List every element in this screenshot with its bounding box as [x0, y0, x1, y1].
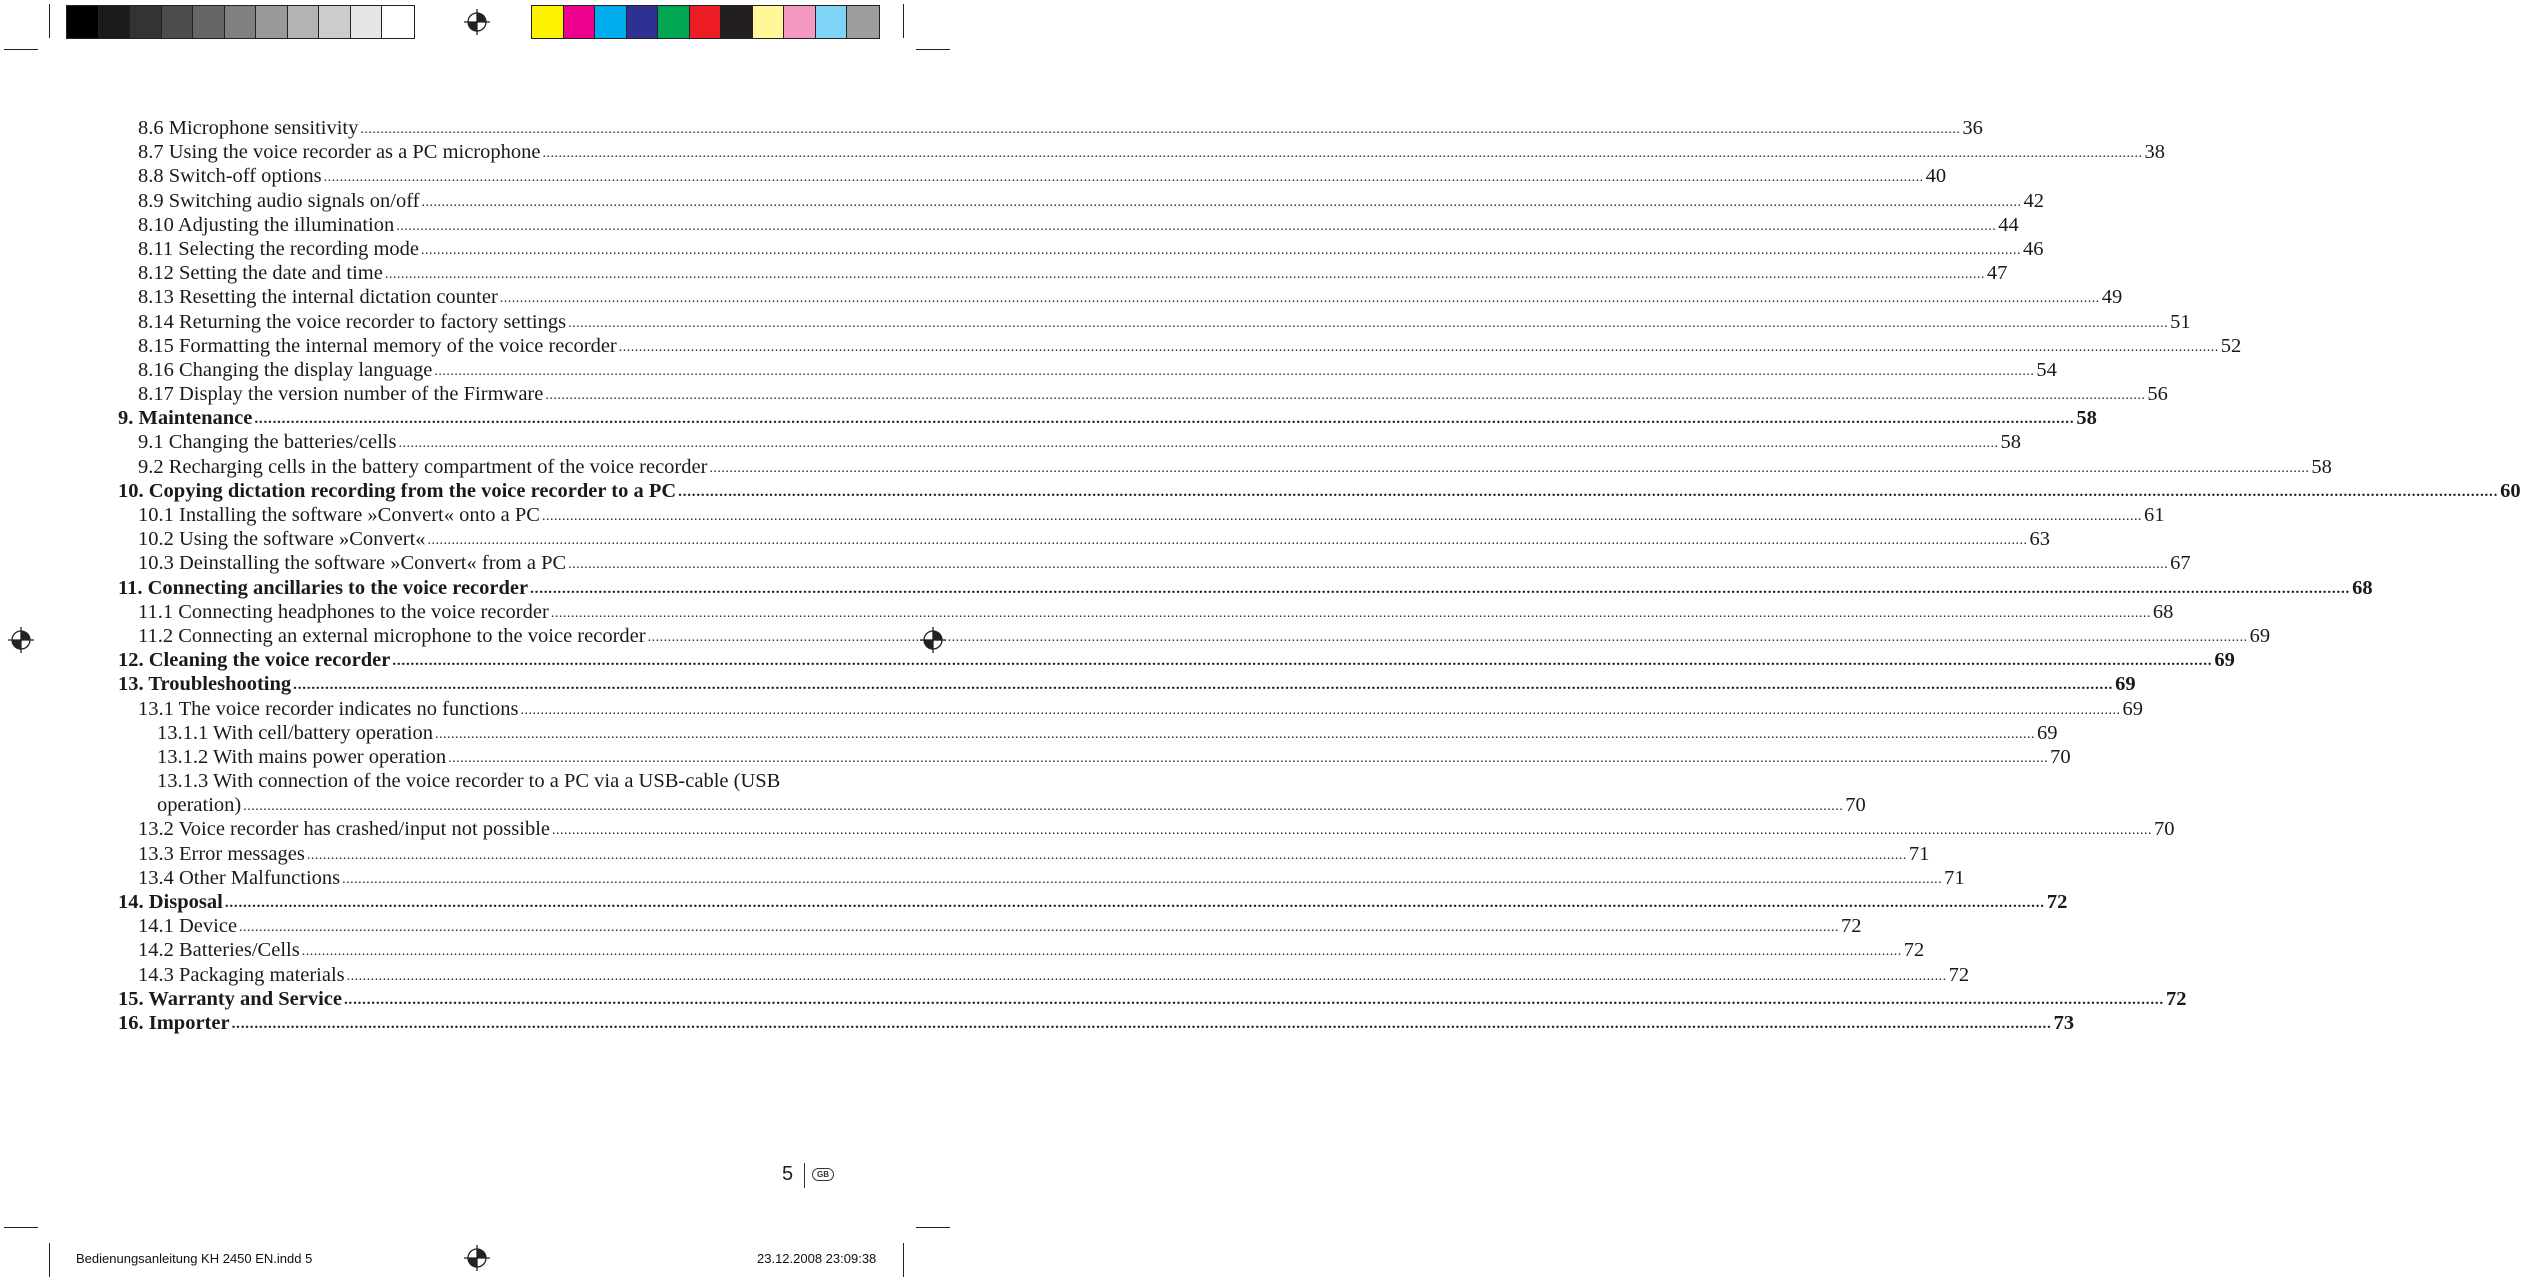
toc-entry — [118, 1011, 2075, 1035]
toc-entry-page: 69 — [2214, 649, 2235, 672]
color-swatch — [256, 6, 288, 38]
toc-leader-dots: ................................................................................................................................................................................................................................................................................................................................................................................................................ — [434, 363, 2035, 379]
color-swatch — [351, 6, 383, 38]
crop-mark-top-left-v — [49, 4, 50, 38]
toc-entry-page: 47 — [1986, 262, 2008, 285]
toc-leader-dots: ................................................................................................................................................................................................................................................................................................................................................................................................................ — [231, 1015, 2052, 1032]
toc-entry-title: 10.3 Deinstalling the software »Convert« from a PC — [138, 552, 567, 575]
toc-leader-dots: ................................................................................................................................................................................................................................................................................................................................................................................................................ — [618, 339, 2219, 355]
toc-entry-title: 14.2 Batteries/Cells — [138, 939, 300, 962]
toc-entry — [118, 793, 1866, 817]
toc-leader-dots: ................................................................................................................................................................................................................................................................................................................................................................................................................ — [342, 871, 1943, 887]
toc-entry — [118, 576, 2373, 600]
toc-entry-title: 15. Warranty and Service — [118, 987, 342, 1010]
toc-entry-page: 72 — [1948, 963, 1970, 986]
toc-entry-page: 61 — [2143, 504, 2165, 526]
toc-leader-dots: ................................................................................................................................................................................................................................................................................................................................................................................................................ — [520, 702, 2121, 718]
toc-entry-title: 13.1.2 With mains power operation — [157, 745, 447, 768]
slug-file-info: Bedienungsanleitung KH 2450 EN.indd 5 — [76, 1251, 313, 1266]
toc-entry — [118, 406, 2097, 430]
toc-entry-title: 9. Maintenance — [118, 407, 253, 430]
toc-entry-title: 12. Cleaning the voice recorder — [118, 649, 391, 672]
toc-entry — [118, 817, 2175, 841]
toc-leader-dots: ................................................................................................................................................................................................................................................................................................................................................................................................................ — [427, 533, 2028, 549]
color-swatch — [162, 6, 194, 38]
toc-leader-dots: ................................................................................................................................................................................................................................................................................................................................................................................................................ — [552, 823, 2152, 839]
toc-leader-dots: ................................................................................................................................................................................................................................................................................................................................................................................................................ — [254, 411, 2075, 428]
color-swatch — [627, 6, 659, 38]
toc-leader-dots: ................................................................................................................................................................................................................................................................................................................................................................................................................ — [392, 653, 2213, 670]
page-number-divider — [804, 1163, 805, 1188]
color-swatch — [288, 6, 320, 38]
crop-mark-bottom-left-h — [4, 1227, 38, 1228]
toc-entry-title: 14.3 Packaging materials — [138, 963, 345, 986]
toc-entry — [118, 164, 1947, 188]
toc-leader-dots: ................................................................................................................................................................................................................................................................................................................................................................................................................ — [343, 991, 2164, 1008]
toc-entry-title: 11.2 Connecting an external microphone to the voice recorder — [138, 624, 646, 647]
toc-leader-dots: ................................................................................................................................................................................................................................................................................................................................................................................................................ — [568, 557, 2169, 573]
toc-leader-dots: ................................................................................................................................................................................................................................................................................................................................................................................................................ — [384, 267, 1985, 283]
toc-entry — [118, 914, 1862, 938]
toc-entry — [118, 600, 2174, 624]
color-swatch — [67, 6, 99, 38]
toc-leader-dots: ................................................................................................................................................................................................................................................................................................................................................................................................................ — [647, 629, 2248, 645]
color-swatch — [193, 6, 225, 38]
color-swatch — [130, 6, 162, 38]
crop-mark-bottom-right-v — [903, 1243, 904, 1277]
table-of-contents — [118, 116, 2521, 1035]
toc-entry — [118, 938, 1925, 962]
toc-entry-title: 8.11 Selecting the recording mode — [138, 237, 420, 260]
toc-entry-page: 63 — [2029, 528, 2051, 551]
toc-entry-title: 13.1.1 With cell/battery operation — [157, 721, 434, 744]
color-swatch — [99, 6, 131, 38]
color-swatch — [382, 6, 414, 38]
toc-entry-page: 72 — [1903, 939, 1925, 962]
toc-leader-dots: ................................................................................................................................................................................................................................................................................................................................................................................................................ — [678, 483, 2499, 500]
toc-leader-dots: ................................................................................................................................................................................................................................................................................................................................................................................................................ — [421, 242, 2022, 258]
toc-leader-dots: ................................................................................................................................................................................................................................................................................................................................................................................................................ — [421, 194, 2022, 210]
toc-entry — [118, 745, 2071, 769]
toc-entry-page: 71 — [1944, 866, 1965, 889]
toc-entry — [118, 987, 2187, 1011]
toc-leader-dots: ................................................................................................................................................................................................................................................................................................................................................................................................................ — [398, 436, 1999, 452]
toc-entry-title: 8.7 Using the voice recorder as a PC microphone — [138, 141, 541, 164]
toc-entry-title: 8.6 Microphone sensitivity — [138, 117, 359, 139]
color-swatch — [564, 6, 596, 38]
toc-entry-page: 72 — [1841, 915, 1862, 938]
toc-entry-title: 13.1 The voice recorder indicates no functions — [138, 697, 519, 720]
toc-entry — [118, 213, 2019, 237]
toc-entry-title: 13.2 Voice recorder has crashed/input not possible — [138, 818, 550, 841]
color-swatch — [721, 6, 753, 38]
toc-entry-title: 13.4 Other Malfunctions — [138, 866, 341, 889]
toc-entry — [118, 261, 2008, 285]
slug-timestamp: 23.12.2008 23:09:38 — [757, 1251, 877, 1266]
color-swatch — [816, 6, 848, 38]
toc-leader-dots: ................................................................................................................................................................................................................................................................................................................................................................................................................ — [346, 968, 1947, 984]
toc-entry-title: 11. Connecting ancillaries to the voice recorder — [118, 576, 529, 599]
toc-entry — [118, 551, 2191, 575]
toc-entry-page: 68 — [2152, 600, 2174, 623]
toc-entry-title: 8.16 Changing the display language — [138, 358, 433, 381]
toc-entry-title: 8.13 Resetting the internal dictation counter — [138, 286, 498, 309]
toc-entry — [118, 503, 2165, 527]
toc-entry-page: 72 — [2165, 987, 2187, 1010]
toc-leader-dots: ................................................................................................................................................................................................................................................................................................................................................................................................................ — [448, 750, 2049, 766]
toc-entry — [118, 237, 2044, 261]
toc-leader-dots: ................................................................................................................................................................................................................................................................................................................................................................................................................ — [306, 847, 1907, 863]
color-swatch — [532, 6, 564, 38]
toc-entry — [118, 479, 2521, 503]
toc-leader-dots: ................................................................................................................................................................................................................................................................................................................................................................................................................ — [545, 388, 2146, 404]
toc-leader-dots: ................................................................................................................................................................................................................................................................................................................................................................................................................ — [301, 944, 1902, 960]
toc-entry-page: 44 — [1998, 213, 2019, 236]
toc-entry-title: 8.12 Setting the date and time — [138, 262, 383, 285]
toc-entry-title: 13. Troubleshooting — [118, 673, 292, 696]
toc-leader-dots: ................................................................................................................................................................................................................................................................................................................................................................................................................ — [541, 509, 2142, 524]
toc-leader-dots: ................................................................................................................................................................................................................................................................................................................................................................................................................ — [499, 291, 2100, 307]
toc-entry — [118, 527, 2051, 551]
toc-entry-page: 69 — [2115, 673, 2136, 696]
toc-entry — [118, 334, 2242, 358]
toc-entry — [118, 455, 2332, 479]
toc-entry-page: 69 — [2122, 697, 2143, 720]
toc-entry — [118, 624, 2271, 648]
toc-entry-title: 14.1 Device — [138, 915, 238, 938]
toc-entry-page: 58 — [2076, 407, 2097, 430]
toc-entry-page: 68 — [2352, 576, 2373, 599]
toc-entry-page: 58 — [2000, 431, 2021, 454]
toc-entry-page: 73 — [2053, 1011, 2075, 1034]
toc-entry-page: 69 — [2249, 624, 2271, 647]
registration-mark-bottom-icon — [464, 1245, 490, 1271]
toc-leader-dots: ................................................................................................................................................................................................................................................................................................................................................................................................................ — [568, 315, 2169, 331]
toc-entry-title: 9.1 Changing the batteries/cells — [138, 431, 397, 454]
toc-entry — [118, 769, 837, 793]
toc-entry-title: 13.3 Error messages — [138, 842, 305, 865]
crop-mark-top-left-h — [4, 49, 38, 50]
toc-entry-title: 10. Copying dictation recording from the voice recorder to a PC — [118, 479, 677, 502]
toc-entry-title: 11.1 Connecting headphones to the voice recorder — [138, 600, 549, 623]
toc-entry-title: 8.8 Switch-off options — [138, 165, 322, 188]
toc-entry-page: 69 — [2037, 721, 2058, 744]
toc-entry-page: 49 — [2101, 286, 2123, 309]
toc-entry-page: 70 — [1845, 794, 1866, 817]
toc-entry — [118, 140, 2165, 164]
toc-leader-dots: ................................................................................................................................................................................................................................................................................................................................................................................................................ — [360, 122, 1961, 137]
toc-entry-title: 8.15 Formatting the internal memory of the voice recorder — [138, 334, 617, 357]
toc-entry-page: 58 — [2311, 455, 2332, 478]
toc-entry — [118, 116, 1983, 140]
toc-entry-title: 8.17 Display the version number of the Firmware — [138, 383, 544, 406]
toc-entry-page: 70 — [2154, 818, 2175, 841]
toc-entry — [118, 890, 2068, 914]
toc-entry-title: 10.2 Using the software »Convert« — [138, 528, 426, 551]
color-swatch — [753, 6, 785, 38]
toc-entry — [118, 648, 2235, 672]
toc-entry-page: 67 — [2170, 552, 2191, 575]
toc-entry — [118, 382, 2168, 406]
toc-entry — [118, 721, 2058, 745]
toc-entry-title: 14. Disposal — [118, 891, 223, 913]
toc-leader-dots: ................................................................................................................................................................................................................................................................................................................................................................................................................ — [243, 799, 1844, 815]
toc-entry — [118, 672, 2136, 696]
toc-leader-dots: ................................................................................................................................................................................................................................................................................................................................................................................................................ — [396, 218, 1997, 234]
toc-entry — [118, 866, 1965, 890]
crop-mark-top-right-v — [903, 4, 904, 38]
color-swatch — [847, 6, 879, 38]
registration-mark-top-icon — [464, 9, 490, 35]
toc-entry-title: 8.14 Returning the voice recorder to factory settings — [138, 310, 567, 333]
toc-entry — [118, 963, 1970, 987]
toc-entry-page: 52 — [2220, 334, 2242, 357]
color-swatch — [784, 6, 816, 38]
toc-entry — [118, 358, 2057, 382]
toc-entry — [118, 430, 2021, 454]
crop-mark-top-right-h — [916, 49, 950, 50]
toc-entry — [118, 189, 2044, 213]
toc-leader-dots: ................................................................................................................................................................................................................................................................................................................................................................................................................ — [709, 460, 2310, 476]
color-calibration-strip — [531, 5, 880, 39]
toc-entry-page: 51 — [2170, 310, 2191, 333]
toc-leader-dots: ................................................................................................................................................................................................................................................................................................................................................................................................................ — [239, 920, 1840, 936]
color-swatch — [690, 6, 722, 38]
toc-entry-page: 46 — [2023, 237, 2044, 260]
toc-entry-page: 70 — [2050, 745, 2071, 768]
color-swatch — [595, 6, 627, 38]
grayscale-calibration-strip — [66, 5, 415, 39]
color-swatch — [225, 6, 257, 38]
toc-entry — [118, 285, 2123, 309]
country-badge: GB — [812, 1168, 834, 1181]
page-number: 5 — [782, 1163, 794, 1185]
toc-leader-dots: ................................................................................................................................................................................................................................................................................................................................................................................................................ — [293, 677, 2114, 694]
toc-entry-title: operation) — [157, 794, 242, 817]
crop-mark-bottom-left-v — [49, 1243, 50, 1277]
toc-entry-page: 40 — [1925, 165, 1947, 188]
toc-entry-title: 10.1 Installing the software »Convert« onto a PC — [138, 504, 540, 526]
color-swatch — [319, 6, 351, 38]
toc-entry-page: 36 — [1962, 117, 1983, 139]
toc-entry — [118, 310, 2191, 334]
toc-entry-title: 13.1.3 With connection of the voice recorder to a PC via a USB-cable (USB — [157, 770, 781, 793]
toc-entry-page: 72 — [2046, 891, 2068, 913]
color-swatch — [658, 6, 690, 38]
toc-entry-page: 54 — [2036, 358, 2057, 381]
toc-leader-dots: ................................................................................................................................................................................................................................................................................................................................................................................................................ — [323, 170, 1924, 186]
registration-mark-left-icon — [8, 627, 34, 653]
toc-entry-page: 60 — [2500, 479, 2521, 502]
toc-leader-dots: ................................................................................................................................................................................................................................................................................................................................................................................................................ — [435, 726, 2036, 742]
crop-mark-bottom-right-h — [916, 1227, 950, 1228]
toc-entry-page: 56 — [2147, 383, 2168, 406]
toc-leader-dots: ................................................................................................................................................................................................................................................................................................................................................................................................................ — [224, 895, 2045, 911]
toc-entry-title: 16. Importer — [118, 1011, 230, 1034]
toc-entry-page: 71 — [1908, 842, 1930, 865]
toc-entry-page: 42 — [2023, 189, 2044, 212]
toc-entry-title: 8.9 Switching audio signals on/off — [138, 189, 420, 212]
toc-entry-title: 9.2 Recharging cells in the battery compartment of the voice recorder — [138, 455, 708, 478]
toc-entry-page: 38 — [2144, 141, 2165, 164]
toc-entry — [118, 697, 2143, 721]
toc-leader-dots: ................................................................................................................................................................................................................................................................................................................................................................................................................ — [550, 605, 2151, 621]
toc-entry-title: 8.10 Adjusting the illumination — [138, 213, 395, 236]
toc-leader-dots: ................................................................................................................................................................................................................................................................................................................................................................................................................ — [542, 146, 2143, 162]
toc-leader-dots: ................................................................................................................................................................................................................................................................................................................................................................................................................ — [530, 580, 2351, 597]
toc-entry — [118, 842, 1930, 866]
